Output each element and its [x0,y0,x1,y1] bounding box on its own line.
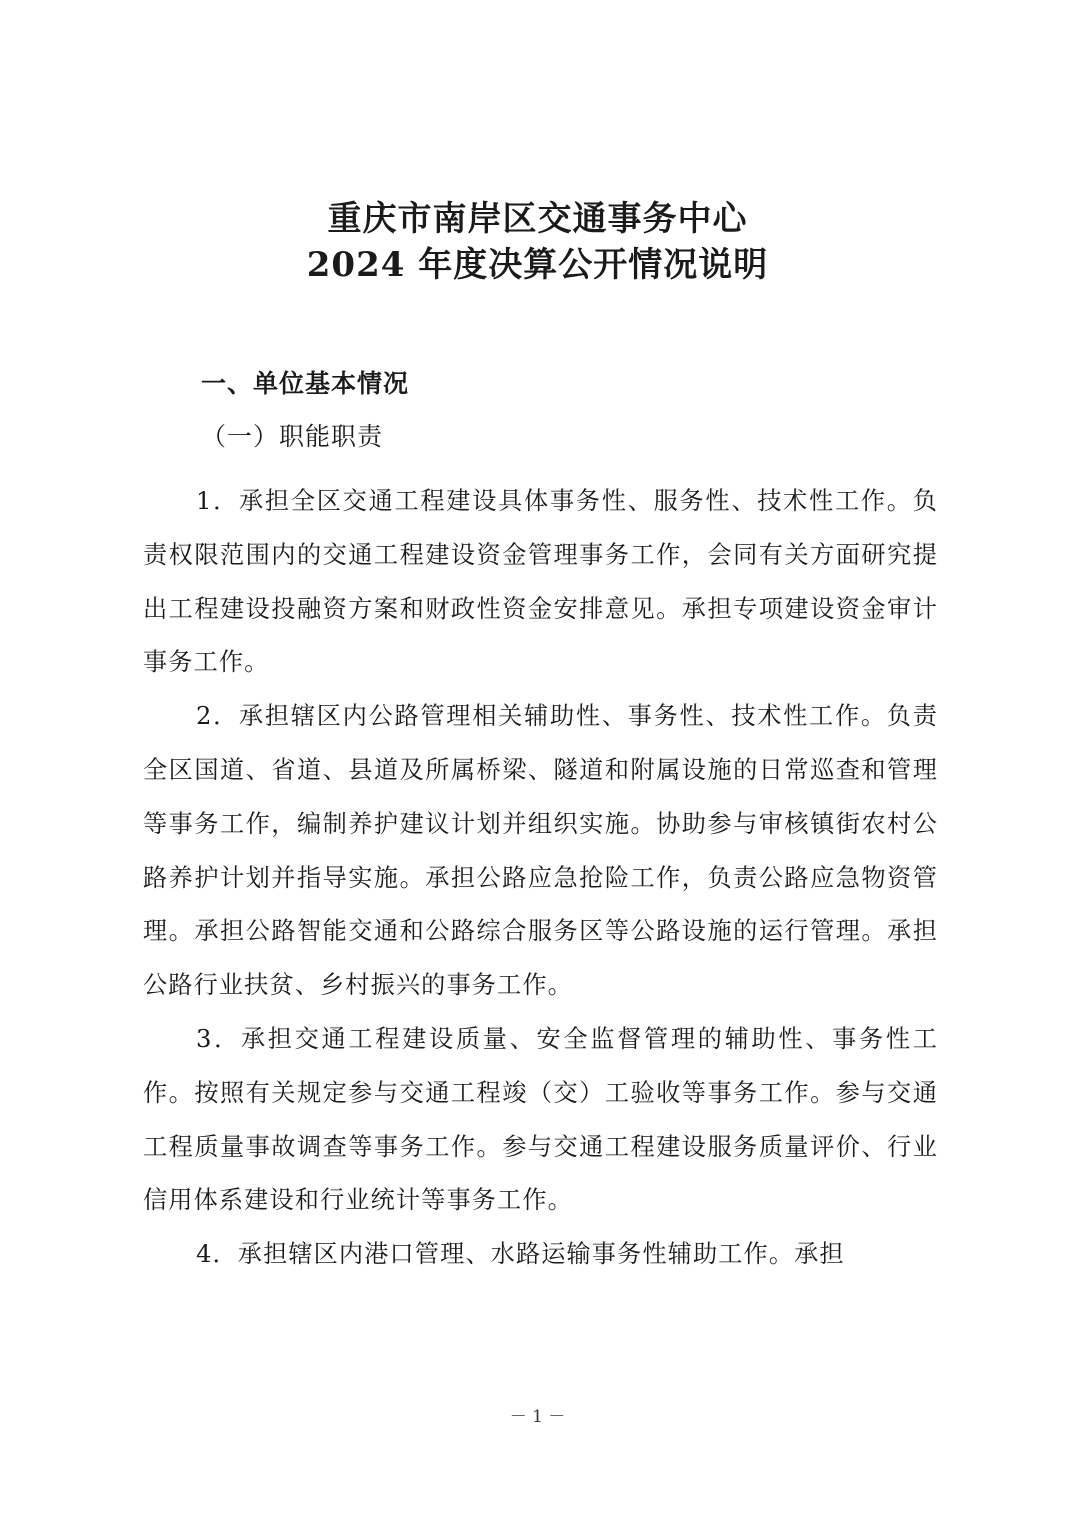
subsection-heading: （一）职能职责 [201,422,384,451]
paragraph-3: 3．承担交通工程建设质量、安全监督管理的辅助性、事务性工作。按照有关规定参与交通工程竣（交）工验收等事务工作。参与交通工程质量事故调查等事务工作。参与交通工程建设服务质量评价、行业信用体系建设和行业统计等事务工作。 [143,1024,938,1215]
section-heading: 一、单位基本情况 [201,369,410,398]
paragraph-1: 1．承担全区交通工程建设具体事务性、服务性、技术性工作。负责权限范围内的交通工程建设资金管理事务工作，会同有关方面研究提出工程建设投融资方案和财政性资金安排意见。承担专项建设资金审计事务工作。 [143,487,938,677]
title-line-2: 2024 年度决算公开情况说明 [306,245,769,285]
document-title [0,196,1075,288]
title-line-1: 重庆市南岸区交通事务中心 [327,199,748,239]
paragraph-2: 2．承担辖区内公路管理相关辅助性、事务性、技术性工作。负责全区国道、省道、县道及所属桥梁、隧道和附属设施的日常巡查和管理等事务工作，编制养护建议计划并组织实施。协助参与审核镇街农村公路养护计划并指导实施。承担公路应急抢险工作，负责公路应急物资管理。承担公路智能交通和公路综合服务区等公路设施的运行管理。承担公路行业扶贫、乡村振兴的事务工作。 [143,702,938,1000]
document-body [143,367,938,1282]
page-number: － 1 － [509,1407,566,1427]
paragraph-4: 4．承担辖区内港口管理、水路运输事务性辅助工作。承担 [196,1240,845,1269]
